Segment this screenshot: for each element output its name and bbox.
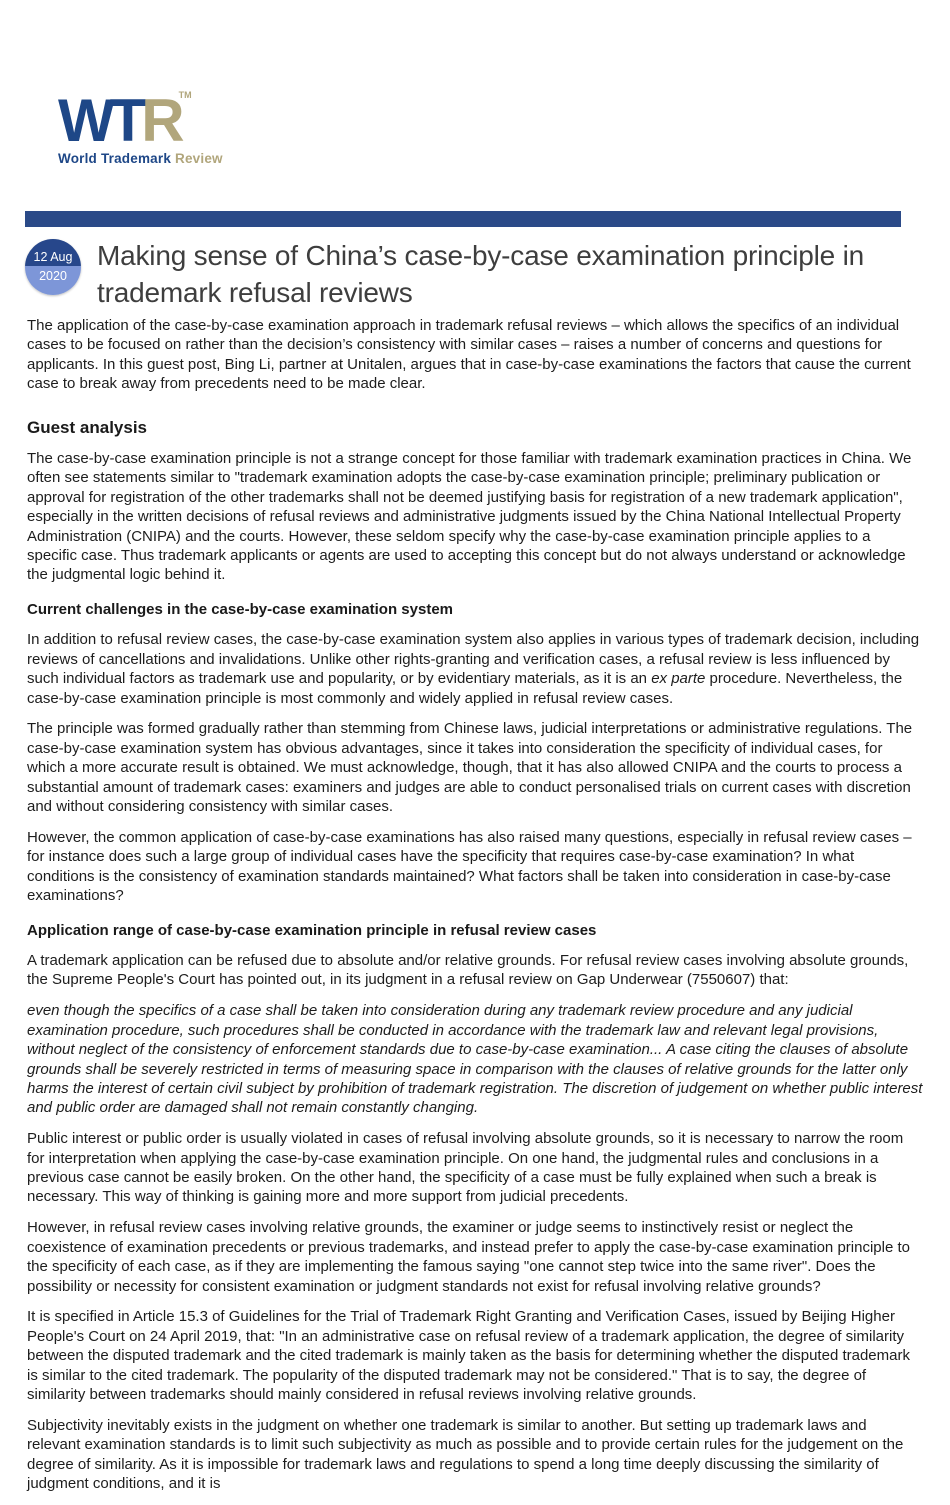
paragraph-text: procedure. Nevertheless, the case-by-case examination principle is most commonly and widely applied in refusal review cases. — [27, 670, 903, 707]
logo-tagline — [58, 152, 223, 166]
latin-term-italic: ex parte — [651, 670, 706, 688]
tagline-world-trademark: World Trademark — [58, 151, 172, 167]
tagline-review: Review — [175, 151, 223, 167]
paragraph: However, the common application of case-by-case examinations has also raised many questions, especially in refusal review cases – for instance does such a large group of individual cases have the specificity that requires case-by-case examination? In what conditions is the consistency of examination standards maintained? What factors shall be taken into consideration in case-by-case examinations? — [27, 828, 912, 905]
header-divider-bar — [25, 211, 901, 227]
paragraph: It is specified in Article 15.3 of Guidelines for the Trial of Trademark Right Granting and Verification Cases, issued by Beijing Higher People's Court on 24 April 2019, that: "In an administrative case on refusal review of a trademark application, the degree of similarity between the disputed trademark and the cited trademark is mainly taken as the basis for determining whether the disputed trademark is similar to the cited trademark. The popularity of the disputed trademark may not be considered." That is to say, the degree of similarity between trademarks should mainly considered in refusal reviews involving relative grounds. — [27, 1308, 910, 1404]
intro-paragraph: The application of the case-by-case examination approach in trademark refusal reviews – which allows the specifics of an individual cases to be focused on rather than the decision’s consistency with similar cases – raises a number of concerns and questions for applicants. In this guest post, Bing Li, partner at Unitalen, argues that in case-by-case examinations the factors that cause the current case to break away from precedents need to be made clear. — [27, 317, 911, 393]
paragraph: Subjectivity inevitably exists in the judgment on whether one trademark is similar to another. But setting up trademark laws and relevant examination standards is to limit such subjectivity as much as possible and to provide certain rules for the judgement on the degree of similarity. As it is impossible for trademark laws and regulations to spend a long time deeply discussing the similarity of judgment conditions, and it is — [27, 1417, 904, 1493]
wtr-logo-letters — [58, 87, 192, 154]
article-header — [25, 239, 905, 311]
paragraph: Public interest or public order is usually violated in cases of refusal involving absolute grounds, so it is necessary to narrow the room for interpretation when applying the case-by-case examination principle. On one hand, the judgmental rules and conclusions in a previous case cannot be easily broken. On the other hand, the specificity of a case must be fully explained when such a break is necessary. This way of thinking is gaining more and more support from judicial precedents. — [27, 1130, 904, 1206]
trademark-symbol-icon: TM — [178, 90, 192, 100]
article-body — [27, 316, 924, 1505]
paragraph: A trademark application can be refused due to absolute and/or relative grounds. For refusal review cases involving absolute grounds, the Supreme People's Court has pointed out, in its judgment in a refusal review on Gap Underwear (7550607) that: — [27, 951, 909, 989]
paragraph-text: In addition to refusal review cases, the case-by-case examination system also applies in various types of trademark decision, including reviews of cancellations and invalidations. Unlike other rights-granting and verification cases, a refusal review is less influenced by such individual factors as trademark use and popularity, or by evidentiary materials, as it is an — [27, 631, 920, 688]
paragraph: However, in refusal review cases involving relative grounds, the examiner or judge seems to instinctively resist or neglect the coexistence of examination precedents or previous trademarks, and instead prefer to apply the case-by-case examination principle to the specificity of each case, as if they are implementing the famous saying "one cannot step twice into the same river". Does the possibility or necessity for consistent examination or judgment standards not exist for refusal involving relative grounds? — [27, 1219, 910, 1295]
page-title: Making sense of China’s case-by-case examination principle in trademark refusal reviews — [97, 240, 865, 308]
logo-r-letter: R — [141, 87, 180, 154]
sub-heading-current-challenges: Current challenges in the case-by-case examination system — [27, 600, 453, 618]
paragraph: The principle was formed gradually rather than stemming from Chinese laws, judicial interpretations or administrative regulations. The case-by-case examination system has obvious advantages, since it takes into consideration the specificity of individual cases, for which a more accurate result is obtained. We must acknowledge, though, that it has also allowed CNIPA and the courts to process a substantial amount of trademark cases: examiners and judges are able to conduct personalised trials on current cases with discretion and without considering consistency with similar cases. — [27, 720, 913, 816]
paragraph: The case-by-case examination principle is not a strange concept for those familiar with trademark examination practices in China. We often see statements similar to "trademark examination adopts the case-by-case examination principle; preliminary publication or approval for registration of the other trademarks shall not be deemed justifying basis for registration of a new trademark application", especially in the written decisions of refusal reviews and administrative judgments issued by the China National Intellectual Property Administration (CNIPA) and the courts. However, these seldom specify why the case-by-case examination principle applies to a specific case. Thus trademark applicants or agents are used to accepting this concept but do not always understand or acknowledge the judgmental logic behind it. — [27, 450, 912, 584]
court-judgment-quote: even though the specifics of a case shall be taken into consideration during any trademark review procedure and any judicial examination procedure, such procedures shall be conducted in accordance with the trademark law and relevant legal provisions, without neglect of the consistency of enforcement standards due to case-by-case examination... A case citing the clauses of absolute grounds shall be severely restricted in terms of measuring space in comparison with the clauses of relative grounds for the latter only harms the interest of certain civil subject by prohibition of trademark registration. The discretion of judgement on whether public interest and public order are damaged shall not remain constantly changing. — [27, 1002, 923, 1117]
logo-wt-letters: WT — [58, 87, 142, 154]
section-heading-guest-analysis: Guest analysis — [27, 417, 148, 437]
sub-heading-application-range: Application range of case-by-case examination principle in refusal review cases — [27, 921, 597, 939]
wtr-logo — [58, 87, 223, 167]
paragraph — [27, 630, 924, 708]
date-badge-year: 2020 — [25, 266, 81, 295]
date-badge-day-month: 12 Aug — [25, 239, 81, 266]
date-badge — [25, 239, 81, 295]
